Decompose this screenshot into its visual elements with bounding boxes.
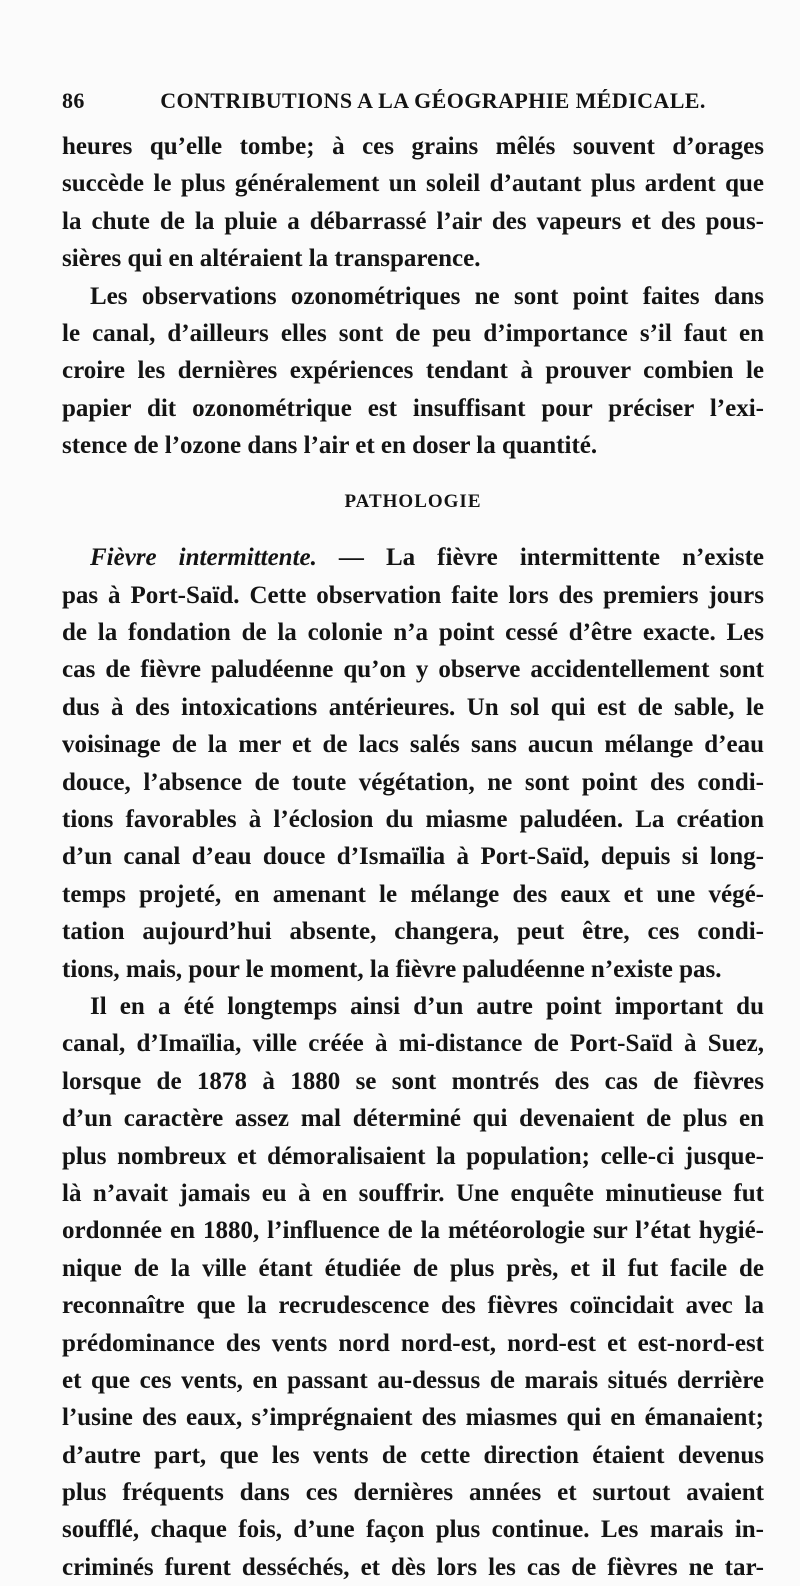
text-line: tions, mais, pour le moment, la fièvre paludéenne n’existe pas. — [62, 955, 722, 983]
text-line: nique de la ville étant étudiée de plus près, et il fut facile de — [62, 1254, 764, 1282]
text-line: là n’avait jamais eu à en souffrir. Une enquête minutieuse fut — [62, 1179, 764, 1207]
text-line: dus à des intoxications antérieures. Un sol qui est de sable, le — [62, 693, 764, 721]
text-line: criminés furent desséchés, et dès lors les cas de fièvres ne tar- — [62, 1553, 764, 1581]
text-line: cas de fièvre paludéenne qu’on y observe accidentellement sont — [62, 656, 764, 684]
running-header — [62, 88, 764, 116]
text-line: plus nombreux et démoralisaient la population; celle-ci jusque- — [62, 1142, 764, 1170]
text-line: ordonnée en 1880, l’influence de la météorologie sur l’état hygié- — [62, 1217, 764, 1245]
paragraph-4 — [62, 988, 764, 1586]
text-line: pas à Port-Saïd. Cette observation faite lors des premiers jours — [62, 581, 764, 609]
text-line: temps projeté, en amenant le mélange des eaux et une végé- — [62, 880, 764, 908]
text-line: reconnaître que la recrudescence des fièvres coïncidait avec la — [62, 1292, 764, 1320]
section-heading: PATHOLOGIE — [344, 490, 482, 512]
text-line: sières qui en altéraient la transparence. — [62, 245, 481, 273]
text-line: papier dit ozonométrique est insuffisant pour préciser l’exi- — [62, 394, 764, 422]
text-line — [62, 539, 764, 576]
text-line: lorsque de 1878 à 1880 se sont montrés des cas de fièvres — [62, 1067, 764, 1095]
text-line: douce, l’absence de toute végétation, ne sont point des condi- — [62, 768, 764, 796]
text-line: et que ces vents, en passant au-dessus de marais situés derrière — [62, 1366, 764, 1394]
text-line: succède le plus généralement un soleil d’autant plus ardent que — [62, 170, 764, 198]
text-line: plus fréquents dans ces dernières années et surtout avaient — [62, 1479, 764, 1507]
text-line: voisinage de la mer et de lacs salés sans aucun mélange d’eau — [62, 731, 764, 759]
text-line: tation aujourd’hui absente, changera, peut être, ces condi- — [62, 918, 764, 946]
lead-line-rest: — La fièvre intermittente n’existe — [316, 544, 764, 572]
text-line: croire les dernières expériences tendant à prouver combien le — [62, 357, 764, 385]
text-line: d’un caractère assez mal déterminé qui devenaient de plus en — [62, 1105, 764, 1133]
paragraph-1 — [62, 128, 764, 278]
text-line: Il en a été longtemps ainsi d’un autre point important du — [90, 993, 764, 1020]
running-title: CONTRIBUTIONS A LA GÉOGRAPHIE MÉDICALE. — [160, 88, 706, 113]
text-line: prédominance des vents nord nord-est, nord-est et est-nord-est — [62, 1329, 764, 1357]
text-line: la chute de la pluie a débarrassé l’air des vapeurs et des pous- — [62, 207, 764, 235]
text-line: d’un canal d’eau douce d’Ismaïlia à Port-Saïd, depuis si long- — [62, 843, 764, 871]
text-line: de la fondation de la colonie n’a point cessé d’être exacte. Les — [62, 619, 764, 647]
text-line: l’usine des eaux, s’imprégnaient des miasmes qui en émanaient; — [62, 1404, 764, 1432]
text-line: stence de l’ozone dans l’air et en doser la quantité. — [62, 432, 598, 460]
text-line: heures qu’elle tombe; à ces grains mêlés souvent d’orages — [62, 133, 764, 160]
body-text — [62, 128, 764, 1586]
text-line: d’autre part, que les vents de cette direction étaient devenus — [62, 1441, 764, 1469]
text-line: Les observations ozonométriques ne sont point faites dans — [90, 282, 764, 310]
text-line: canal, d’Imaïlia, ville créée à mi-distance de Port-Saïd à Suez, — [62, 1030, 764, 1058]
text-line: le canal, d’ailleurs elles sont de peu d’importance s’il faut en — [62, 319, 764, 347]
paragraph-3 — [62, 539, 764, 988]
text-line: soufflé, chaque fois, d’une façon plus continue. Les marais in- — [62, 1516, 764, 1544]
paragraph-2 — [62, 278, 764, 465]
page-number: 86 — [62, 88, 85, 113]
text-line: tions favorables à l’éclosion du miasme paludéen. La création — [62, 806, 764, 834]
italic-lead: Fièvre intermittente. — [90, 544, 317, 572]
